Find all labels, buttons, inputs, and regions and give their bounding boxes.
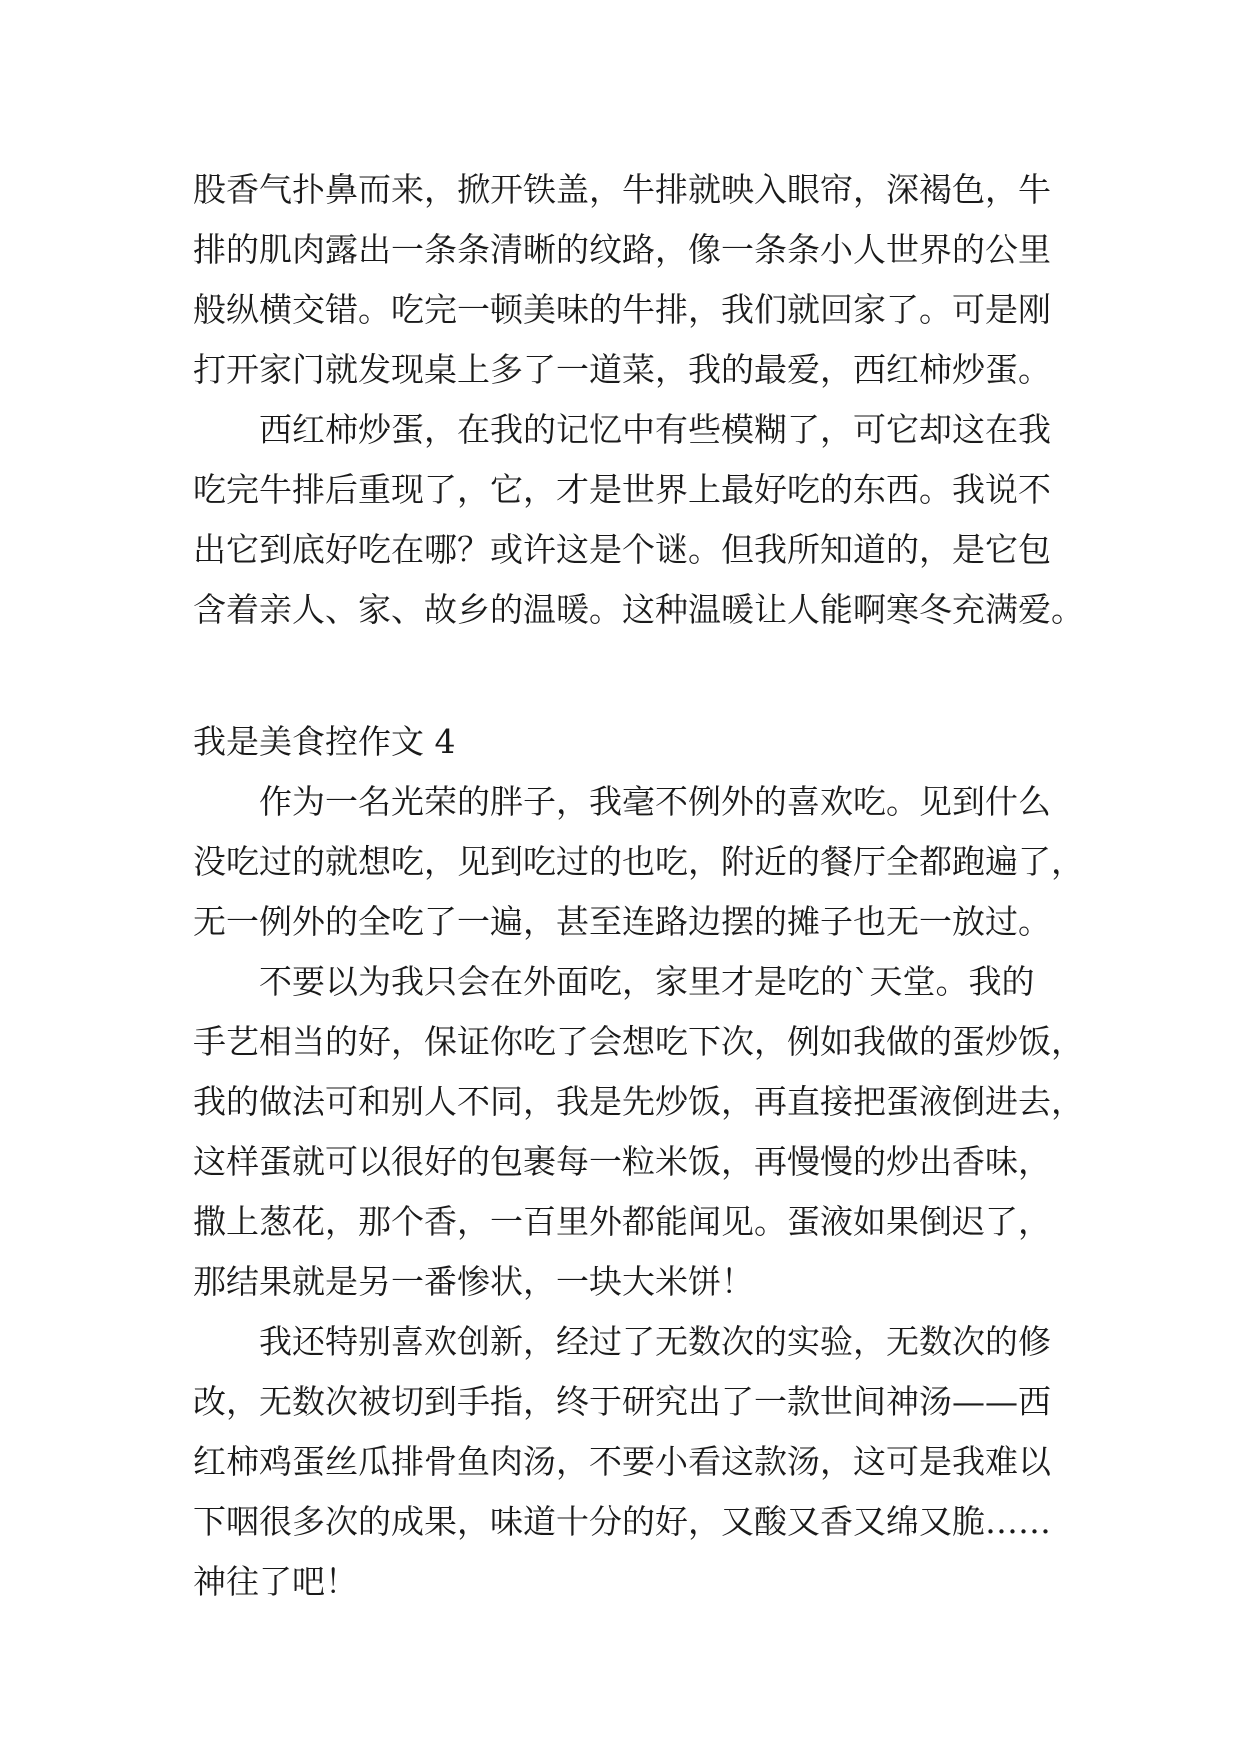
text-line: 作为一名光荣的胖子，我毫不例外的喜欢吃。见到什么 bbox=[259, 782, 1051, 821]
paragraph-intro bbox=[193, 772, 1084, 952]
essay-title: 我是美食控作文 4 bbox=[193, 722, 456, 761]
text-line: 打开家门就发现桌上多了一道菜，我的最爱，西红柿炒蛋。 bbox=[193, 350, 1051, 389]
text-line: 没吃过的就想吃，见到吃过的也吃，附近的餐厅全都跑遍了， bbox=[193, 842, 1084, 881]
text-line: 下咽很多次的成果，味道十分的好，又酸又香又绵又脆…… bbox=[193, 1502, 1051, 1541]
text-line: 那结果就是另一番惨状，一块大米饼！ bbox=[193, 1262, 754, 1301]
section-spacer bbox=[193, 640, 1053, 712]
text-line: 无一例外的全吃了一遍，甚至连路边摆的摊子也无一放过。 bbox=[193, 902, 1051, 941]
text-line: 我还特别喜欢创新，经过了无数次的实验，无数次的修 bbox=[259, 1322, 1051, 1361]
paragraph-fried-rice bbox=[193, 952, 1084, 1312]
text-line: 排的肌肉露出一条条清晰的纹路，像一条条小人世界的公里 bbox=[193, 230, 1051, 269]
text-line: 不要以为我只会在外面吃，家里才是吃的`天堂。我的 bbox=[259, 962, 1035, 1001]
paragraph-tomato-egg bbox=[193, 400, 1084, 640]
text-line: 红柿鸡蛋丝瓜排骨鱼肉汤，不要小看这款汤，这可是我难以 bbox=[193, 1442, 1051, 1481]
document-body bbox=[193, 160, 1084, 1612]
text-line: 出它到底好吃在哪？或许这是个谜。但我所知道的，是它包 bbox=[193, 530, 1051, 569]
text-line: 般纵横交错。吃完一顿美味的牛排，我们就回家了。可是刚 bbox=[193, 290, 1051, 329]
text-line: 这样蛋就可以很好的包裹每一粒米饭，再慢慢的炒出香味， bbox=[193, 1142, 1051, 1181]
text-line: 含着亲人、家、故乡的温暖。这种温暖让人能啊寒冬充满爱。 bbox=[193, 590, 1084, 629]
text-line: 我的做法可和别人不同，我是先炒饭，再直接把蛋液倒进去， bbox=[193, 1082, 1084, 1121]
paragraph-steak bbox=[193, 160, 1053, 400]
paragraph-soup bbox=[193, 1312, 1053, 1612]
text-line: 手艺相当的好，保证你吃了会想吃下次，例如我做的蛋炒饭， bbox=[193, 1022, 1084, 1061]
text-line: 撒上葱花，那个香，一百里外都能闻见。蛋液如果倒迟了， bbox=[193, 1202, 1051, 1241]
text-line: 西红柿炒蛋，在我的记忆中有些模糊了，可它却这在我 bbox=[259, 410, 1051, 449]
text-line: 改，无数次被切到手指，终于研究出了一款世间神汤——西 bbox=[193, 1382, 1051, 1421]
text-line: 神往了吧！ bbox=[193, 1562, 358, 1601]
text-line: 股香气扑鼻而来，掀开铁盖，牛排就映入眼帘，深褐色，牛 bbox=[193, 170, 1051, 209]
text-line: 吃完牛排后重现了，它，才是世界上最好吃的东西。我说不 bbox=[193, 470, 1051, 509]
